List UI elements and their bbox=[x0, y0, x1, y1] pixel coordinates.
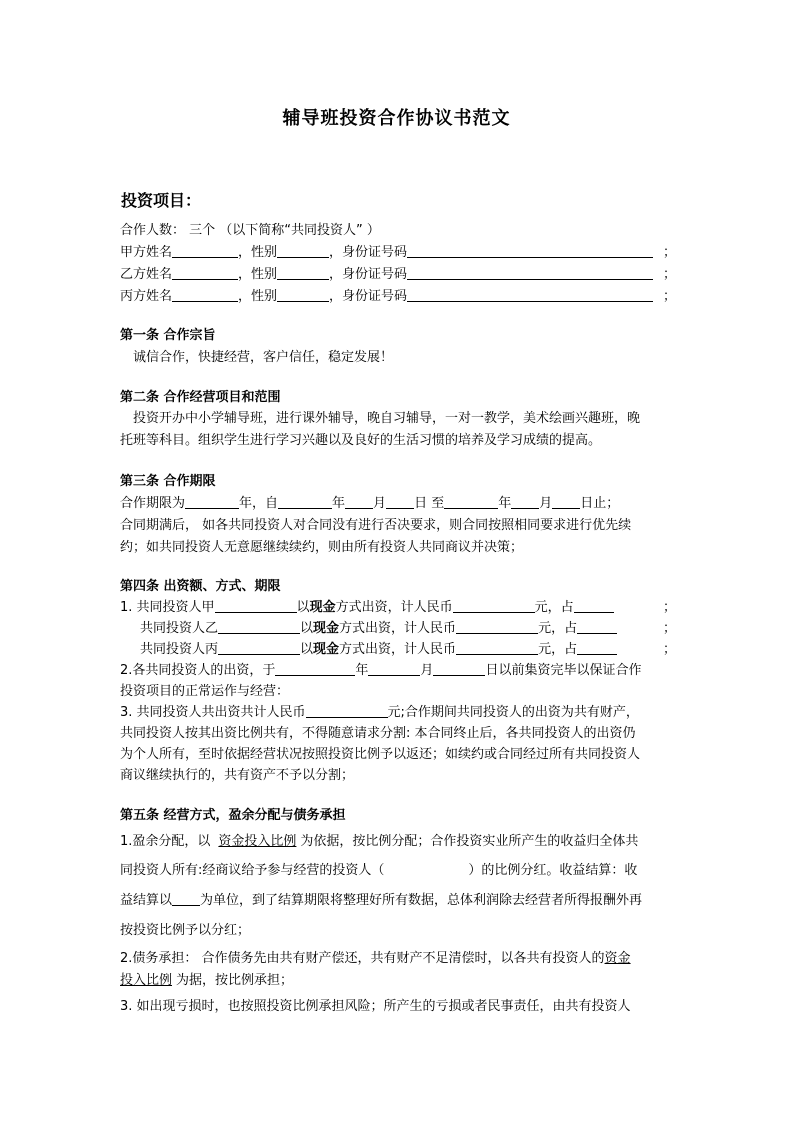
yuan-share-label: 元，占 bbox=[534, 600, 574, 615]
jia-gender-label: ，性别 bbox=[238, 245, 278, 260]
investor-jia-blank bbox=[215, 597, 297, 613]
period-years-blank bbox=[185, 493, 239, 509]
deadline-day-blank bbox=[433, 660, 485, 676]
bing-name-blank bbox=[172, 286, 238, 302]
jia-share-blank bbox=[574, 597, 614, 613]
capital-underlined: 资金 bbox=[604, 951, 631, 966]
input-ratio-underlined: 投入比例 bbox=[120, 973, 173, 988]
deadline-month-label: 月 bbox=[420, 663, 434, 678]
total-amount-blank bbox=[306, 702, 388, 718]
contribution-label: 方式出资，计人民币 bbox=[339, 642, 457, 657]
document-title: 辅导班投资合作协议书范文 bbox=[282, 108, 511, 129]
investor-yi-label: 共同投资人乙 bbox=[140, 621, 219, 636]
settlement-unit-blank bbox=[172, 890, 200, 906]
jia-gender-blank bbox=[277, 242, 329, 258]
article-1-title: 第一条 合作宗旨 bbox=[120, 328, 216, 343]
row-end: ； bbox=[662, 600, 676, 615]
row-end: ； bbox=[662, 642, 676, 657]
article-5-title: 第五条 经营方式，盈余分配与债务承担 bbox=[120, 808, 346, 823]
article-4-total-line bbox=[120, 702, 676, 723]
article-4-total-line-2: 共同投资人按其出资比例共有，不得随意请求分割: 本合同终止后，各共同投资人的出资仍 bbox=[120, 726, 636, 741]
investor-yi-blank bbox=[218, 618, 300, 634]
dividend-rest: ）的比例分红。收益结算：收 bbox=[468, 863, 638, 878]
cash-label: 现金 bbox=[313, 621, 340, 636]
article-2-title: 第二条 合作经营项目和范围 bbox=[120, 390, 281, 405]
article-1-text: 诚信合作，快捷经营，客户信任，稳定发展！ bbox=[133, 350, 394, 365]
article-5-p3-line-1: 3. 如出现亏损时，也按照投资比例承担风险；所产生的亏损或者民事责任，由共有投资人 bbox=[120, 999, 631, 1014]
yi-amount-blank bbox=[456, 618, 538, 634]
yi-semicolon: ； bbox=[662, 267, 676, 282]
end-year-label: 年 bbox=[498, 496, 512, 511]
profit-rest: 为依据，按比例分配；合作投资实业所产生的收益归全体共 bbox=[300, 834, 639, 849]
cash-label: 现金 bbox=[313, 642, 340, 657]
by-label: 以 bbox=[296, 600, 310, 615]
investor-bing-label: 共同投资人丙 bbox=[140, 642, 219, 657]
cash-label: 现金 bbox=[309, 600, 336, 615]
article-5-p2-line-1 bbox=[120, 948, 676, 969]
total-label: 3. 共同投资人共出资共计人民币 bbox=[120, 705, 306, 720]
yi-name-label: 乙方姓名 bbox=[120, 267, 173, 282]
investor-bing-blank bbox=[218, 639, 300, 655]
deadline-day-label: 日以前集资完毕以保证合作 bbox=[485, 663, 642, 678]
jia-amount-blank bbox=[453, 597, 535, 613]
total-rest: 元;合作期间共同投资人的出资为共有财产， bbox=[387, 705, 639, 720]
section-investment-project: 投资项目： bbox=[121, 191, 202, 210]
settlement-label: 益结算以 bbox=[120, 893, 173, 908]
start-month-blank bbox=[345, 493, 373, 509]
article-3-line-2: 合同期满后， 如各共同投资人对合同没有进行否决要求，则合同按照相同要求进行优先续 bbox=[120, 518, 632, 533]
article-4-deadline-line bbox=[120, 660, 676, 681]
deadline-label: 2.各共同投资人的出资，于 bbox=[120, 663, 276, 678]
article-4-row-jia bbox=[120, 597, 676, 618]
article-4-total-line-4: 商议继续执行的，共有资产不予以分割； bbox=[120, 768, 355, 783]
investor-jia-label: 1. 共同投资人甲 bbox=[120, 600, 215, 615]
deadline-year-blank bbox=[275, 660, 355, 676]
capital-ratio-underlined: 资金投入比例 bbox=[218, 834, 297, 849]
by-label: 以 bbox=[300, 621, 314, 636]
deadline-year-label: 年 bbox=[355, 663, 369, 678]
jia-id-label: ，身份证号码 bbox=[329, 245, 408, 260]
deadline-month-blank bbox=[368, 660, 420, 676]
bing-amount-blank bbox=[456, 639, 538, 655]
bing-gender-label: ，性别 bbox=[238, 289, 278, 304]
article-5-p1-line-3 bbox=[120, 890, 676, 911]
bing-semicolon: ； bbox=[662, 289, 676, 304]
by-label: 以 bbox=[300, 642, 314, 657]
end-day-blank bbox=[552, 493, 580, 509]
period-from-label: 年，自 bbox=[239, 496, 279, 511]
article-5-p1-line-2 bbox=[120, 860, 676, 881]
contribution-label: 方式出资，计人民币 bbox=[335, 600, 453, 615]
dividend-label: 同投资人所有:经商议给予参与经营的投资人（ bbox=[120, 863, 385, 878]
article-2-line-2: 托班等科目。组织学生进行学习兴趣以及良好的生活习惯的培养及学习成绩的提高。 bbox=[120, 433, 602, 448]
article-4-row-yi bbox=[120, 618, 676, 639]
yi-id-label: ，身份证号码 bbox=[329, 267, 408, 282]
article-4-deadline-line-2: 投资项目的正常运作与经营： bbox=[120, 684, 290, 699]
end-year-blank bbox=[444, 493, 498, 509]
start-year-blank bbox=[278, 493, 332, 509]
start-day-blank bbox=[386, 493, 414, 509]
article-5-p1-line-1 bbox=[120, 831, 676, 852]
row-end: ； bbox=[662, 621, 676, 636]
bing-id-label: ，身份证号码 bbox=[329, 289, 408, 304]
bing-name-label: 丙方姓名 bbox=[120, 289, 173, 304]
debt-label: 2.债务承担： 合作债务先由共有财产偿还，共有财产不足清偿时，以各共有投资人的 bbox=[120, 951, 605, 966]
debt-rest: 为据，按比例承担； bbox=[176, 973, 294, 988]
contribution-label: 方式出资，计人民币 bbox=[339, 621, 457, 636]
bing-id-blank bbox=[407, 286, 653, 302]
partner-count-line: 合作人数： 三个 （以下简称“共同投资人” ） bbox=[120, 223, 380, 238]
jia-semicolon: ； bbox=[662, 245, 676, 260]
start-month-label: 月 bbox=[373, 496, 387, 511]
article-2-line-1: 投资开办中小学辅导班，进行课外辅导，晚自习辅导，一对一教学，美术绘画兴趣班，晚 bbox=[133, 411, 641, 426]
settlement-rest: 为单位，到了结算期限将整理好所有数据，总体利润除去经营者所得报酬外再 bbox=[200, 893, 643, 908]
jia-name-label: 甲方姓名 bbox=[120, 245, 173, 260]
article-5-p2-line-2 bbox=[120, 970, 676, 991]
yuan-share-label: 元，占 bbox=[538, 621, 578, 636]
end-month-label: 月 bbox=[539, 496, 553, 511]
article-4-row-bing bbox=[120, 639, 676, 660]
article-3-line-3: 约；如共同投资人无意愿继续续约，则由所有投资人共同商议并决策； bbox=[120, 540, 524, 555]
article-4-title: 第四条 出资额、方式、期限 bbox=[120, 579, 281, 594]
article-4-total-line-3: 为个人所有，至时依据经营状况按照投资比例予以返还；如续约或合同经过所有共同投资人 bbox=[120, 747, 641, 762]
jia-name-blank bbox=[172, 242, 238, 258]
end-day-label: 日止； bbox=[580, 496, 620, 511]
yi-gender-label: ，性别 bbox=[238, 267, 278, 282]
article-3-title: 第三条 合作期限 bbox=[120, 474, 216, 489]
jia-id-blank bbox=[407, 242, 653, 258]
yi-id-blank bbox=[407, 264, 653, 280]
start-year-label: 年 bbox=[332, 496, 346, 511]
bing-share-blank bbox=[577, 639, 617, 655]
profit-label: 1.盈余分配，以 bbox=[120, 834, 211, 849]
bing-gender-blank bbox=[277, 286, 329, 302]
partner-jia-line bbox=[120, 242, 676, 263]
period-label: 合作期限为 bbox=[120, 496, 186, 511]
partner-bing-line bbox=[120, 286, 676, 307]
yuan-share-label: 元，占 bbox=[538, 642, 578, 657]
end-month-blank bbox=[511, 493, 539, 509]
article-3-period-line bbox=[120, 493, 676, 514]
yi-share-blank bbox=[577, 618, 617, 634]
start-day-label: 日 至 bbox=[414, 496, 445, 511]
article-5-p1-line-4: 按投资比例予以分红； bbox=[120, 923, 251, 938]
partner-yi-line bbox=[120, 264, 676, 285]
yi-name-blank bbox=[172, 264, 238, 280]
yi-gender-blank bbox=[277, 264, 329, 280]
